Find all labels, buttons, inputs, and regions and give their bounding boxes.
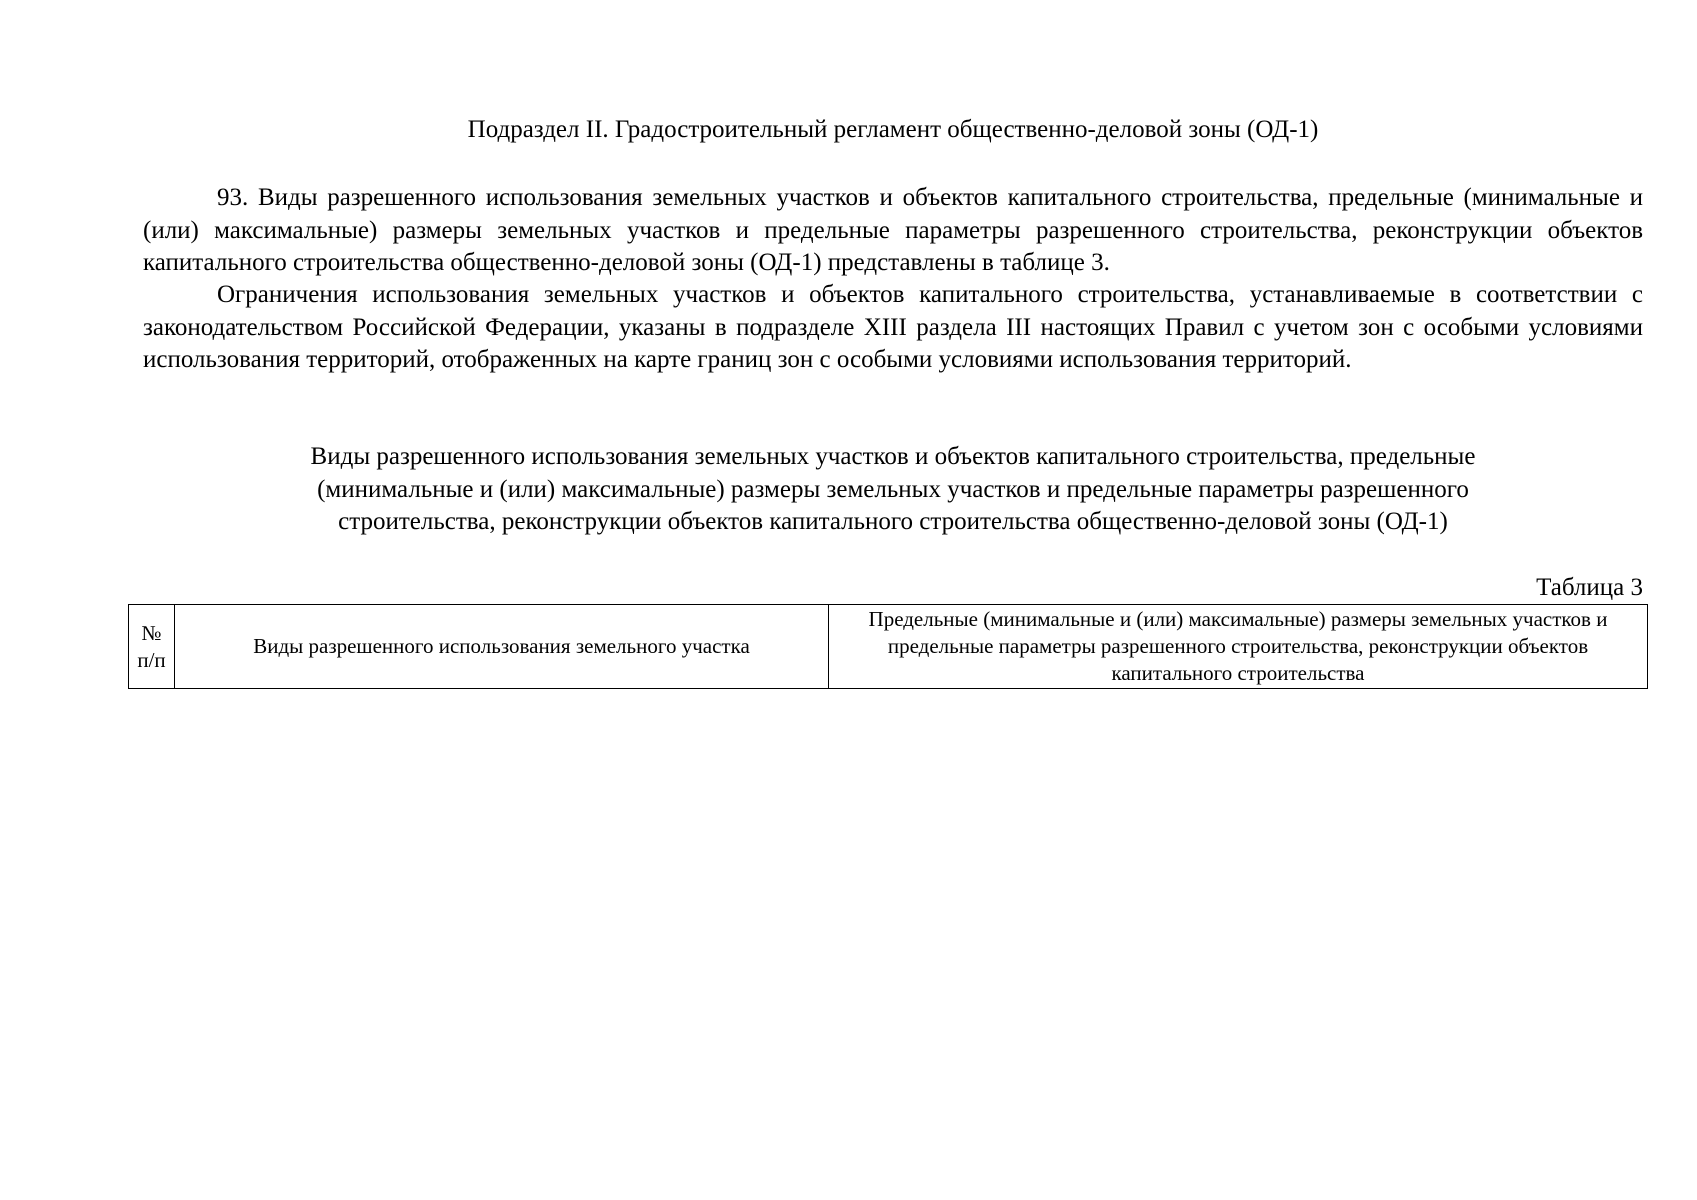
header-permitted-use: Виды разрешенного использования земельного участка [175, 605, 829, 689]
table-title [143, 441, 1643, 539]
regulations-table [128, 604, 1648, 689]
paragraph-restrictions: Ограничения использования земельных участков и объектов капитального строительства, устанавливаемые в соответствии с законодательством Российской Федерации, указаны в подразделе XIII раздела III настоящих Правил с учетом зон с особыми условиями использования территорий, отображенных на карте границ зон с особыми условиями использования территорий. [143, 281, 1643, 373]
paragraph-93: 93. Виды разрешенного использования земельных участков и объектов капитального строительства, предельные (минимальные и (или) максимальные) размеры земельных участков и предельные параметры разрешенного строительства, реконструкции объектов капитального строительства общественно-деловой зоны (ОД-1) представлены в таблице 3. [143, 184, 1643, 276]
header-number [129, 605, 175, 689]
subsection-heading: Подраздел II. Градостроительный регламент общественно-деловой зоны (ОД-1) [467, 116, 1319, 143]
table-header-row [129, 605, 1648, 689]
table-title-line: (минимальные и (или) максимальные) размеры земельных участков и предельные параметры разрешенного [317, 475, 1469, 503]
header-limit-parameters: Предельные (минимальные и (или) максимальные) размеры земельных участков и предельные параметры разрешенного строительства, реконструкции объектов капитального строительства [829, 605, 1648, 689]
header-number-symbol: № [141, 620, 162, 645]
header-number-abbrev: п/п [137, 647, 166, 672]
table-label: Таблица 3 [1536, 574, 1643, 601]
table-title-line: Виды разрешенного использования земельных участков и объектов капитального строительства, предельные [310, 443, 1476, 470]
table-title-line: строительства, реконструкции объектов капитального строительства общественно-деловой зоны (ОД-1) [338, 508, 1448, 535]
